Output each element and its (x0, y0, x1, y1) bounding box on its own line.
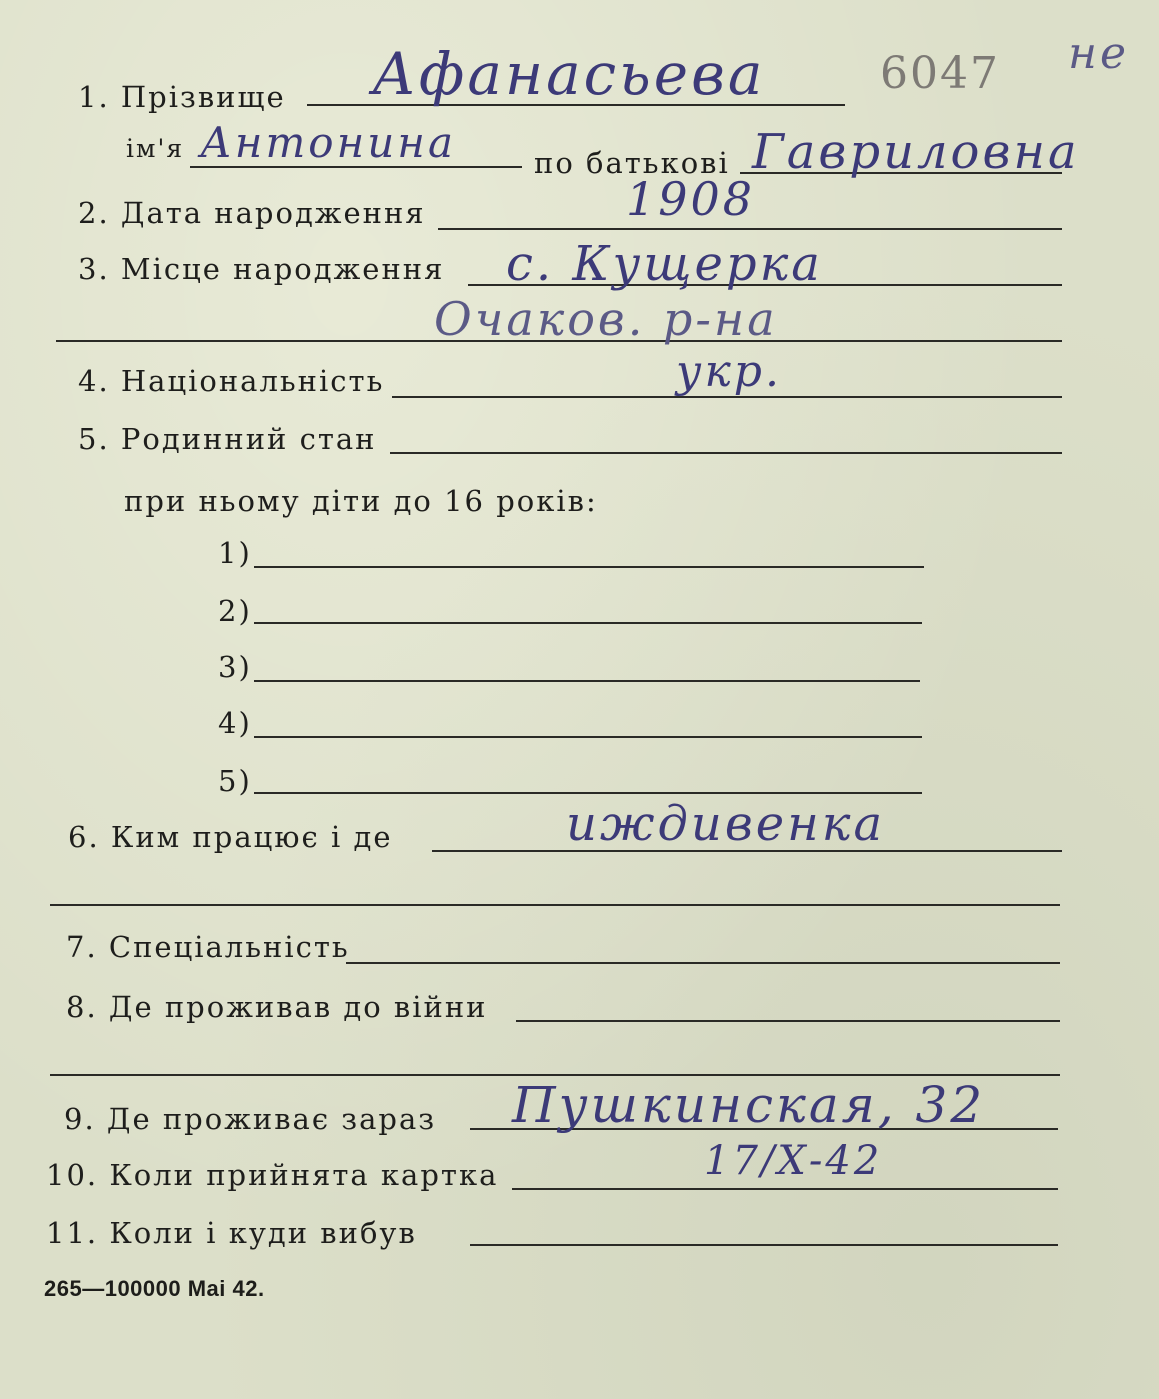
marital-status-line (390, 452, 1062, 454)
surname-label: 1. Прізвище (78, 80, 286, 114)
first-name-label: ім'я (126, 134, 185, 163)
occupation-handwritten: иждивенка (566, 796, 886, 852)
departure-label: 11. Коли і куди вибув (46, 1216, 417, 1250)
birth-place-handwritten-1: с. Кущерка (506, 236, 823, 292)
child-4-line (254, 736, 922, 738)
corner-mark: не (1068, 28, 1130, 79)
child-1-line (254, 566, 924, 568)
occupation-line-2 (50, 904, 1060, 906)
nationality-label: 4. Національність (78, 364, 385, 398)
patronymic-handwritten: Гавриловна (752, 124, 1080, 180)
occupation-label: 6. Ким працює і де (68, 820, 393, 854)
specialty-label: 7. Спеціальність (66, 930, 350, 964)
children-label: при ньому діти до 16 років: (124, 484, 598, 518)
current-residence-handwritten: Пушкинская, 32 (512, 1076, 986, 1134)
child-1-label: 1) (218, 536, 252, 570)
print-code: 265—100000 Mai 42. (44, 1276, 265, 1301)
first-name-handwritten: Антонина (200, 118, 457, 167)
card-accepted-line (512, 1188, 1058, 1190)
card-accepted-handwritten: 17/Х-42 (704, 1138, 883, 1184)
birth-date-label: 2. Дата народження (78, 196, 426, 230)
nationality-handwritten: укр. (676, 346, 782, 397)
prewar-residence-line (516, 1020, 1060, 1022)
birth-date-handwritten: 1908 (626, 172, 756, 226)
record-number: 6047 (880, 48, 1000, 99)
prewar-residence-label: 8. Де проживав до війни (66, 990, 488, 1024)
birth-place-handwritten-2: Очаков. р-на (434, 292, 778, 346)
card-accepted-label: 10. Коли прийнята картка (46, 1158, 499, 1192)
current-residence-label: 9. Де проживає зараз (64, 1102, 437, 1136)
child-3-label: 3) (218, 650, 252, 684)
marital-status-label: 5. Родинний стан (78, 422, 377, 456)
child-4-label: 4) (218, 706, 252, 740)
birth-date-line (438, 228, 1062, 230)
child-2-label: 2) (218, 594, 252, 628)
departure-line (470, 1244, 1058, 1246)
child-5-line (254, 792, 922, 794)
child-2-line (254, 622, 922, 624)
child-5-label: 5) (218, 764, 252, 798)
specialty-line (346, 962, 1060, 964)
child-3-line (254, 680, 920, 682)
birth-place-label: 3. Місце народження (78, 252, 445, 286)
patronymic-label: по батькові (534, 146, 730, 180)
surname-handwritten: Афанасьева (372, 40, 766, 108)
